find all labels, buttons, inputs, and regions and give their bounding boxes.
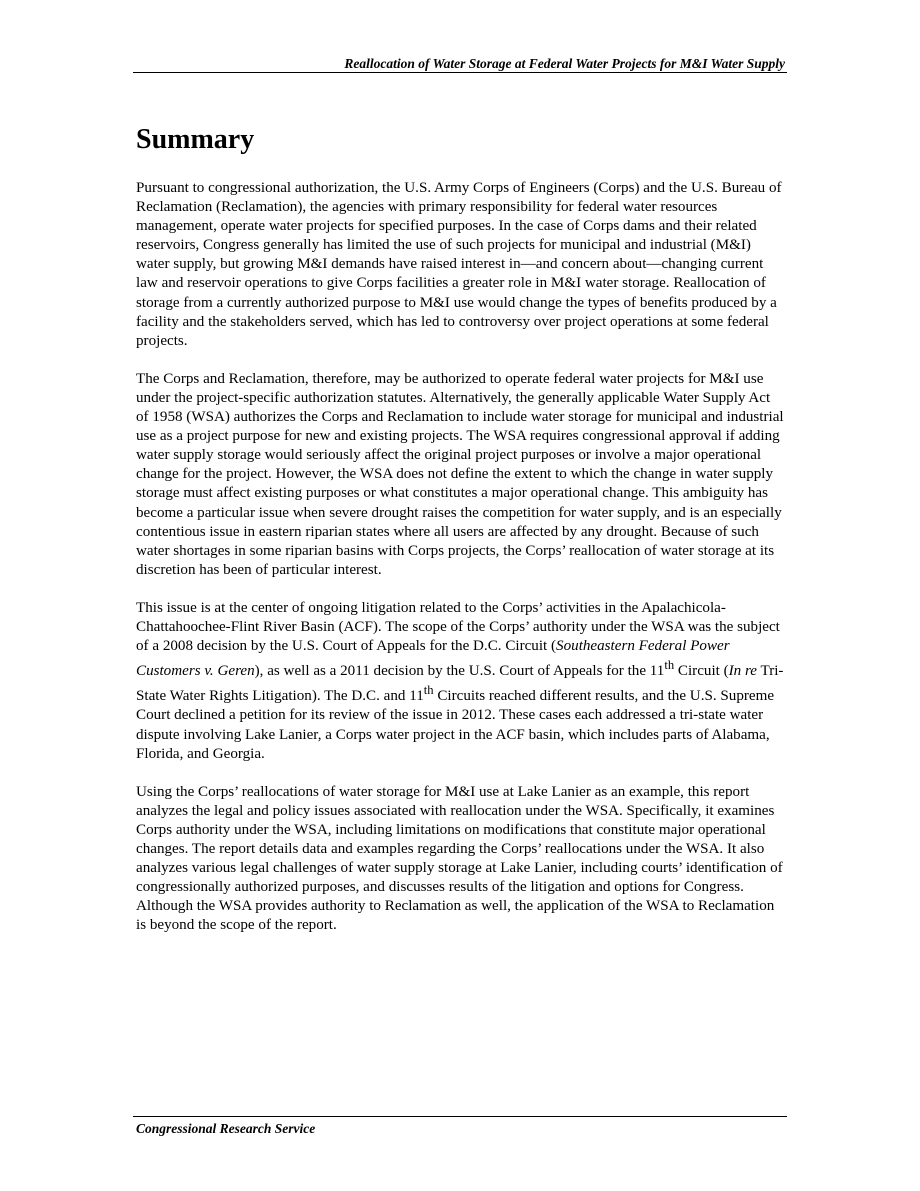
footer-publisher: Congressional Research Service — [136, 1121, 316, 1136]
ordinal-suffix: th — [664, 658, 675, 673]
paragraph-3 — [136, 599, 786, 764]
ordinal-suffix: th — [423, 683, 434, 698]
paragraph-3-text: This issue is at the center of ongoing litigation related to the Corps’ activities in the Apalachicola-Chattahoochee-Flint River Basin (ACF). The scope of the Corps’ authority under the WSA was the subject of a 2008 decision by the U.S. Court of Appeals for the D.C. Circuit ( — [136, 599, 780, 655]
case-name-southeastern: Southeastern Federal Power Customers v. Geren — [136, 638, 730, 680]
paragraph-3-text: ), as well as a 2011 decision by the U.S. Court of Appeals for the 11 — [254, 663, 665, 680]
summary-body — [136, 179, 786, 954]
running-header: Reallocation of Water Storage at Federal Water Projects for M&I Water Supply — [344, 56, 785, 71]
paragraph-3-text: Circuit ( — [674, 663, 729, 680]
header-rule — [133, 72, 787, 73]
paragraph-2: The Corps and Reclamation, therefore, may be authorized to operate federal water projects for M&I use under the project-specific authorization statutes. Alternatively, the generally applicable Water Supply Act of 1958 (WSA) authorizes the Corps and Reclamation to include water storage for municipal and industrial use as a project purpose for new and existing projects. The WSA requires congressional approval if adding water supply storage would seriously affect the original project purposes or involve a major operational change for the project. However, the WSA does not define the extent to which the change in water supply storage must affect existing purposes or what constitutes a major operational change. This ambiguity has become a particular issue when severe drought raises the competition for water supply, and is an especially contentious issue in eastern riparian states where all users are affected by any drought. Because of such water shortages in some riparian basins with Corps projects, the Corps’ reallocation of water storage at its discretion has been of particular interest. — [136, 370, 784, 578]
paragraph-3-text: Circuits reached different results, and the U.S. Supreme Court declined a petition for its review of the issue in 2012. These cases each addressed a tri-state water dispute involving Lake Lanier, a Corps water project in the ACF basin, which includes parts of Alabama, Florida, and Georgia. — [136, 688, 775, 762]
paragraph-3-text: Tri-State Water Rights Litigation). The D.C. and 11 — [136, 663, 784, 705]
section-title: Summary — [136, 124, 255, 155]
paragraph-4: Using the Corps’ reallocations of water storage for M&I use at Lake Lanier as an example, this report analyzes the legal and policy issues associated with reallocation under the WSA. Specifically, it examines Corps authority under the WSA, including limitations on modifications that constitute major operational changes. The report details data and examples regarding the Corps’ reallocations under the WSA. It also analyzes various legal challenges of water supply storage at Lake Lanier, including courts’ identification of congressionally authorized purposes, and discusses results of the litigation and options for Congress. Although the WSA provides authority to Reclamation as well, the application of the WSA to Reclamation is beyond the scope of the report. — [136, 783, 783, 934]
paragraph-1: Pursuant to congressional authorization, the U.S. Army Corps of Engineers (Corps) and the U.S. Bureau of Reclamation (Reclamation), the agencies with primary responsibility for federal water resources management, operate water projects for specified purposes. In the case of Corps dams and their related reservoirs, Congress generally has limited the use of such projects for municipal and industrial (M&I) water supply, but growing M&I demands have raised interest in—and concern about—changing current law and reservoir operations to give Corps facilities a greater role in M&I water storage. Reallocation of storage from a currently authorized purpose to M&I use would change the types of benefits produced by a facility and the stakeholders served, which has led to controversy over project operations at some federal projects. — [136, 180, 782, 349]
footer-rule — [133, 1116, 787, 1117]
case-name-in-re: In re — [728, 663, 758, 680]
